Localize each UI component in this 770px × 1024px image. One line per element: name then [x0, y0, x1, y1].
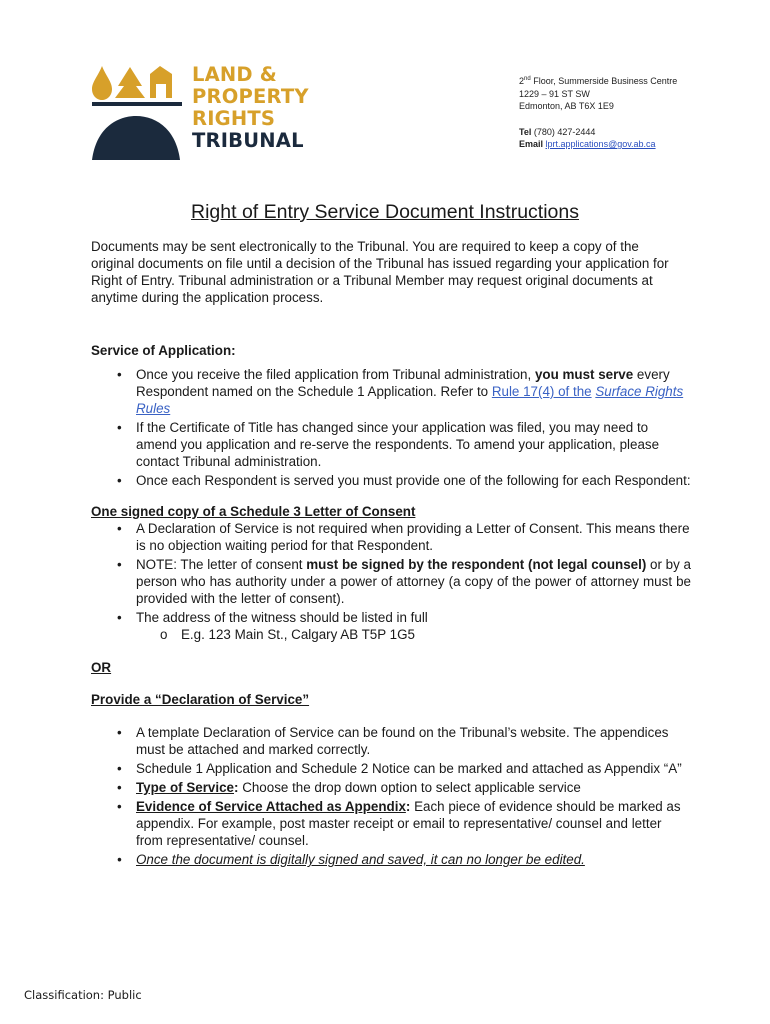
consent-list — [91, 520, 691, 643]
list-item: • A template Declaration of Service can be found on the Tribunal’s website. The appendices must be attached and marked correctly. — [91, 724, 691, 758]
sub-list-item: o E.g. 123 Main St., Calgary AB T5P 1G5 — [136, 626, 691, 643]
declaration-list — [91, 724, 691, 868]
list-item: • Once the document is digitally signed and saved, it can no longer be edited. — [91, 851, 691, 868]
rule-link[interactable]: Rule 17(4) of the — [491, 384, 592, 399]
service-heading: Service of Application: — [91, 343, 236, 358]
list-item: • Once you receive the filed application from Tribunal administration, you must serve every Respondent named on the Schedule 1 Application. Refer to Rule 17(4) of the Surface Rights Rules — [91, 366, 691, 417]
page-title: Right of Entry Service Document Instructions — [191, 201, 579, 223]
list-item: • Type of Service: Choose the drop down option to select applicable service — [91, 779, 691, 796]
consent-heading: One signed copy of a Schedule 3 Letter of Consent — [91, 504, 416, 519]
tribunal-logo — [88, 64, 318, 164]
address-street: 1229 – 91 ST SW — [519, 88, 590, 99]
address-email: Email lprt.applications@gov.ab.ca — [519, 139, 656, 149]
list-item: • A Declaration of Service is not required when providing a Letter of Consent. This means there is no objection waiting period for that Respondent. — [91, 520, 691, 554]
document-body — [91, 238, 691, 870]
service-list — [91, 366, 691, 489]
declaration-heading: Provide a “Declaration of Service” — [91, 692, 310, 707]
list-item: • If the Certificate of Title has changed since your application was filed, you may need to amend you application and re-serve the respondents. To amend your application, please contact Tribunal administration. — [91, 419, 691, 470]
logo-line-4: TRIBUNAL — [192, 129, 304, 152]
surface-rights-rules-link[interactable]: Surface Rights Rules — [136, 384, 684, 416]
list-item: • Schedule 1 Application and Schedule 2 Notice can be marked and attached as Appendix “A” — [91, 760, 691, 777]
address-floor: 2nd Floor, Summerside Business Centre — [519, 76, 678, 86]
logo-line-3: RIGHTS — [192, 107, 276, 130]
logo-wordmark — [192, 64, 309, 152]
drop-tree-house-hill-icon — [88, 64, 188, 164]
logo-line-2: PROPERTY — [192, 85, 309, 108]
classification-footer: Classification: Public — [24, 988, 142, 1002]
list-item: • Evidence of Service Attached as Appendix: Each piece of evidence should be marked as appendix. For example, post master receipt or email to representative/ counsel and letter from representative/ counsel. — [91, 798, 691, 849]
list-item: • Once each Respondent is served you must provide one of the following for each Respondent: — [91, 472, 691, 489]
list-item: • NOTE: The letter of consent must be signed by the respondent (not legal counsel) or by a person who has authority under a power of attorney (a copy of the power of attorney must be provided with the letter of consent). — [91, 556, 691, 607]
logo-line-1: LAND & — [192, 63, 278, 86]
address-tel: Tel (780) 427-2444 — [519, 126, 596, 137]
address-city: Edmonton, AB T6X 1E9 — [519, 101, 614, 111]
sub-list — [136, 626, 691, 643]
address-block — [519, 75, 677, 151]
intro-paragraph: Documents may be sent electronically to the Tribunal. You are required to keep a copy of the original documents on file until a decision of the Tribunal has issued regarding your application for Right of Entry. Tribunal administration or a Tribunal Member may request original documents at anytime during the application process. — [91, 239, 669, 305]
email-link[interactable]: lprt.applications@gov.ab.ca — [545, 139, 656, 149]
or-separator: OR — [91, 660, 112, 675]
list-item: • The address of the witness should be listed in full o E.g. 123 Main St., Calgary AB T5P 1G5 — [91, 609, 691, 643]
